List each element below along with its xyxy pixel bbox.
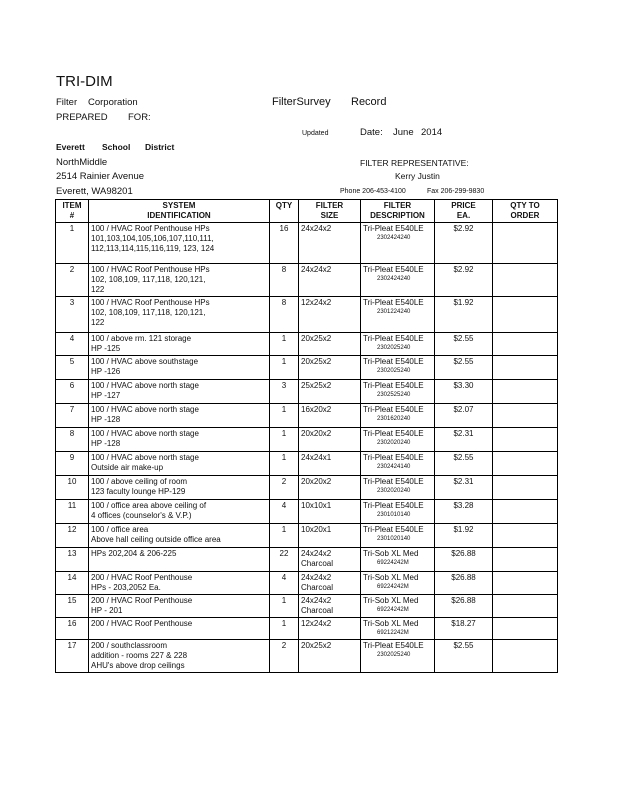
filter-description-cell: Tri-Sob XL Med 69224242M: [361, 572, 435, 595]
filter-part-code: 2301010140: [377, 512, 411, 518]
filter-description-cell: Tri-Pleat E540LE 2302025240: [361, 640, 435, 673]
filter-size-cell: 20x20x2: [299, 476, 361, 500]
table-row: [56, 618, 558, 640]
col-header-price: PRICE EA.: [435, 200, 493, 223]
filter-size-cell: 12x24x2: [299, 618, 361, 640]
updated-label: Updated: [302, 130, 329, 137]
filter-description-cell: Tri-Pleat E540LE 2301620240: [361, 404, 435, 428]
item-number-cell: 12: [56, 524, 89, 548]
table-row: [56, 595, 558, 618]
fax-number: Fax 206-299-9830: [427, 188, 485, 195]
system-identification-cell: 100 / HVAC Roof Penthouse HPs 102, 108,109, 117,118, 120,121, 122: [89, 297, 270, 333]
item-number-cell: 7: [56, 404, 89, 428]
col-header-item: ITEM #: [56, 200, 89, 223]
filter-part-code: 2302424140: [377, 464, 411, 470]
item-number-cell: 11: [56, 500, 89, 524]
filter-part-code: 69224242M: [377, 607, 409, 613]
table-row: [56, 333, 558, 356]
qty-to-order-cell: [493, 297, 558, 333]
item-number-cell: 4: [56, 333, 89, 356]
price-each-cell: $26.88: [435, 572, 493, 595]
filter-part-code: 2302020240: [377, 440, 411, 446]
qty-to-order-cell: [493, 333, 558, 356]
col-header-order: QTY TO ORDER: [493, 200, 558, 223]
system-identification-cell: 200 / HVAC Roof Penthouse HP - 201: [89, 595, 270, 618]
system-identification-cell: 100 / HVAC above north stage HP -128: [89, 404, 270, 428]
filter-part-code: 2302424240: [377, 235, 411, 241]
filter-size-cell: 24x24x2: [299, 223, 361, 264]
city-address: Everett, WA98201: [56, 186, 133, 197]
filter-part-code: 2301620240: [377, 416, 411, 422]
filter-description-cell: Tri-Pleat E540LE 2302025240: [361, 333, 435, 356]
system-identification-cell: 100 / office area Above hall ceiling outside office area: [89, 524, 270, 548]
qty-to-order-cell: [493, 572, 558, 595]
table-row: [56, 264, 558, 297]
system-identification-cell: 100 / HVAC Roof Penthouse HPs 102, 108,109, 117,118, 120,121, 122: [89, 264, 270, 297]
price-each-cell: $18.27: [435, 618, 493, 640]
qty-to-order-cell: [493, 618, 558, 640]
record-label: Record: [351, 96, 387, 108]
item-number-cell: 14: [56, 572, 89, 595]
phone-number: Phone 206-453-4100: [340, 188, 406, 195]
qty-to-order-cell: [493, 476, 558, 500]
date-month: June: [393, 127, 414, 138]
filter-description-cell: Tri-Pleat E540LE 2302424240: [361, 223, 435, 264]
filter-size-cell: 20x25x2: [299, 356, 361, 380]
item-number-cell: 6: [56, 380, 89, 404]
qty-to-order-cell: [493, 380, 558, 404]
item-number-cell: 16: [56, 618, 89, 640]
filter-description-cell: Tri-Pleat E540LE 2302424140: [361, 452, 435, 476]
filter-part-code: 69212242M: [377, 630, 409, 636]
filter-part-code: 2302525240: [377, 392, 411, 398]
item-number-cell: 1: [56, 223, 89, 264]
quantity-cell: 22: [270, 548, 299, 572]
filter-size-cell: 20x25x2: [299, 333, 361, 356]
price-each-cell: $2.55: [435, 333, 493, 356]
corporation-label: Corporation: [88, 97, 138, 108]
system-identification-cell: 200 / southclassroom addition - rooms 227 & 228 AHU's above drop ceilings: [89, 640, 270, 673]
system-identification-cell: 100 / HVAC above north stage HP -127: [89, 380, 270, 404]
qty-to-order-cell: [493, 404, 558, 428]
price-each-cell: $2.55: [435, 452, 493, 476]
price-each-cell: $2.31: [435, 428, 493, 452]
filter-part-code: 2302025240: [377, 652, 411, 658]
price-each-cell: $2.07: [435, 404, 493, 428]
qty-to-order-cell: [493, 524, 558, 548]
system-identification-cell: 200 / HVAC Roof Penthouse HPs - 203,2052 Ea.: [89, 572, 270, 595]
item-number-cell: 9: [56, 452, 89, 476]
filter-description-cell: Tri-Sob XL Med 69212242M: [361, 618, 435, 640]
price-each-cell: $3.28: [435, 500, 493, 524]
item-number-cell: 15: [56, 595, 89, 618]
qty-to-order-cell: [493, 595, 558, 618]
date-label: Date:: [360, 127, 383, 138]
quantity-cell: 1: [270, 356, 299, 380]
quantity-cell: 16: [270, 223, 299, 264]
system-identification-cell: 100 / office area above ceiling of 4 offices (counselor's & V.P.): [89, 500, 270, 524]
filter-part-code: 2302020240: [377, 488, 411, 494]
quantity-cell: 1: [270, 452, 299, 476]
quantity-cell: 1: [270, 618, 299, 640]
price-each-cell: $1.92: [435, 524, 493, 548]
filter-part-code: 2302424240: [377, 276, 411, 282]
filter-survey-table: [55, 199, 558, 673]
col-header-qty: QTY: [270, 200, 299, 223]
date-year: 2014: [421, 127, 443, 138]
table-row: [56, 428, 558, 452]
table-row: [56, 500, 558, 524]
filter-size-cell: 25x25x2: [299, 380, 361, 404]
filter-part-code: 69224242M: [377, 560, 409, 566]
qty-to-order-cell: [493, 452, 558, 476]
quantity-cell: 4: [270, 572, 299, 595]
col-header-system: SYSTEM IDENTIFICATION: [89, 200, 270, 223]
street-address: 2514 Rainier Avenue: [56, 171, 145, 182]
item-number-cell: 13: [56, 548, 89, 572]
filter-description-cell: Tri-Pleat E540LE 2302424240: [361, 264, 435, 297]
system-identification-cell: 100 / HVAC above southstage HP -126: [89, 356, 270, 380]
rep-label: FILTER REPRESENTATIVE:: [360, 158, 469, 168]
filter-size-cell: 10x20x1: [299, 524, 361, 548]
system-identification-cell: 100 / above rm. 121 storage HP -125: [89, 333, 270, 356]
item-number-cell: 2: [56, 264, 89, 297]
filter-size-cell: 20x20x2: [299, 428, 361, 452]
school-name: NorthMiddle: [56, 157, 108, 168]
company-name: TRI-DIM: [56, 73, 113, 90]
system-identification-cell: 100 / HVAC Roof Penthouse HPs 101,103,104,105,106,107,110,111, 112,113,114,115,116,119, 123, 124: [89, 223, 270, 264]
qty-to-order-cell: [493, 223, 558, 264]
table-header-row: [56, 200, 558, 223]
table-row: [56, 404, 558, 428]
qty-to-order-cell: [493, 548, 558, 572]
system-identification-cell: HPs 202,204 & 206-225: [89, 548, 270, 572]
filter-size-cell: 20x25x2: [299, 640, 361, 673]
system-identification-cell: 100 / HVAC above north stage Outside air make-up: [89, 452, 270, 476]
col-header-description: FILTER DESCRIPTION: [361, 200, 435, 223]
filter-part-code: 69224242M: [377, 584, 409, 590]
filter-size-cell: 10x10x1: [299, 500, 361, 524]
table-row: [56, 640, 558, 673]
filter-part-code: 2302025240: [377, 345, 411, 351]
quantity-cell: 8: [270, 264, 299, 297]
filter-size-cell: 16x20x2: [299, 404, 361, 428]
filter-part-code: 2301020140: [377, 536, 411, 542]
price-each-cell: $2.31: [435, 476, 493, 500]
item-number-cell: 5: [56, 356, 89, 380]
table-row: [56, 356, 558, 380]
filter-description-cell: Tri-Pleat E540LE 2301020140: [361, 524, 435, 548]
quantity-cell: 4: [270, 500, 299, 524]
item-number-cell: 10: [56, 476, 89, 500]
filter-description-cell: Tri-Pleat E540LE 2301010140: [361, 500, 435, 524]
quantity-cell: 1: [270, 333, 299, 356]
filter-size-cell: 24x24x2 Charcoal: [299, 572, 361, 595]
filter-description-cell: Tri-Sob XL Med 69224242M: [361, 548, 435, 572]
system-identification-cell: 100 / HVAC above north stage HP -128: [89, 428, 270, 452]
table-row: [56, 223, 558, 264]
filter-description-cell: Tri-Pleat E540LE 2302020240: [361, 428, 435, 452]
price-each-cell: $2.55: [435, 356, 493, 380]
quantity-cell: 2: [270, 476, 299, 500]
table-row: [56, 452, 558, 476]
client-name-1: Everett: [56, 142, 85, 152]
quantity-cell: 8: [270, 297, 299, 333]
for-label: FOR:: [128, 112, 151, 123]
filter-part-code: 2302025240: [377, 368, 411, 374]
item-number-cell: 8: [56, 428, 89, 452]
qty-to-order-cell: [493, 500, 558, 524]
quantity-cell: 1: [270, 404, 299, 428]
filter-size-cell: 24x24x2 Charcoal: [299, 595, 361, 618]
rep-name: Kerry Justin: [395, 171, 440, 181]
table-row: [56, 476, 558, 500]
filter-description-cell: Tri-Pleat E540LE 2302020240: [361, 476, 435, 500]
system-identification-cell: 100 / above ceiling of room 123 faculty lounge HP-129: [89, 476, 270, 500]
filter-description-cell: Tri-Pleat E540LE 2301224240: [361, 297, 435, 333]
price-each-cell: $26.88: [435, 595, 493, 618]
qty-to-order-cell: [493, 356, 558, 380]
filter-description-cell: Tri-Sob XL Med 69224242M: [361, 595, 435, 618]
qty-to-order-cell: [493, 640, 558, 673]
price-each-cell: $26.88: [435, 548, 493, 572]
system-identification-cell: 200 / HVAC Roof Penthouse: [89, 618, 270, 640]
qty-to-order-cell: [493, 264, 558, 297]
item-number-cell: 17: [56, 640, 89, 673]
filter-description-cell: Tri-Pleat E540LE 2302525240: [361, 380, 435, 404]
price-each-cell: $2.55: [435, 640, 493, 673]
quantity-cell: 2: [270, 640, 299, 673]
table-row: [56, 548, 558, 572]
survey-title: FilterSurvey: [272, 96, 331, 108]
table-row: [56, 380, 558, 404]
filter-size-cell: 12x24x2: [299, 297, 361, 333]
filter-part-code: 2301224240: [377, 309, 411, 315]
col-header-size: FILTER SIZE: [299, 200, 361, 223]
filter-description-cell: Tri-Pleat E540LE 2302025240: [361, 356, 435, 380]
filter-size-cell: 24x24x1: [299, 452, 361, 476]
client-name-2: School: [102, 142, 131, 152]
price-each-cell: $2.92: [435, 264, 493, 297]
filter-size-cell: 24x24x2: [299, 264, 361, 297]
table-row: [56, 572, 558, 595]
table-row: [56, 297, 558, 333]
filter-label: Filter: [56, 97, 78, 108]
quantity-cell: 1: [270, 595, 299, 618]
price-each-cell: $2.92: [435, 223, 493, 264]
qty-to-order-cell: [493, 428, 558, 452]
price-each-cell: $3.30: [435, 380, 493, 404]
item-number-cell: 3: [56, 297, 89, 333]
prepared-label: PREPARED: [56, 112, 108, 123]
client-name-3: District: [145, 142, 175, 152]
quantity-cell: 1: [270, 524, 299, 548]
quantity-cell: 3: [270, 380, 299, 404]
filter-size-cell: 24x24x2 Charcoal: [299, 548, 361, 572]
price-each-cell: $1.92: [435, 297, 493, 333]
table-row: [56, 524, 558, 548]
quantity-cell: 1: [270, 428, 299, 452]
